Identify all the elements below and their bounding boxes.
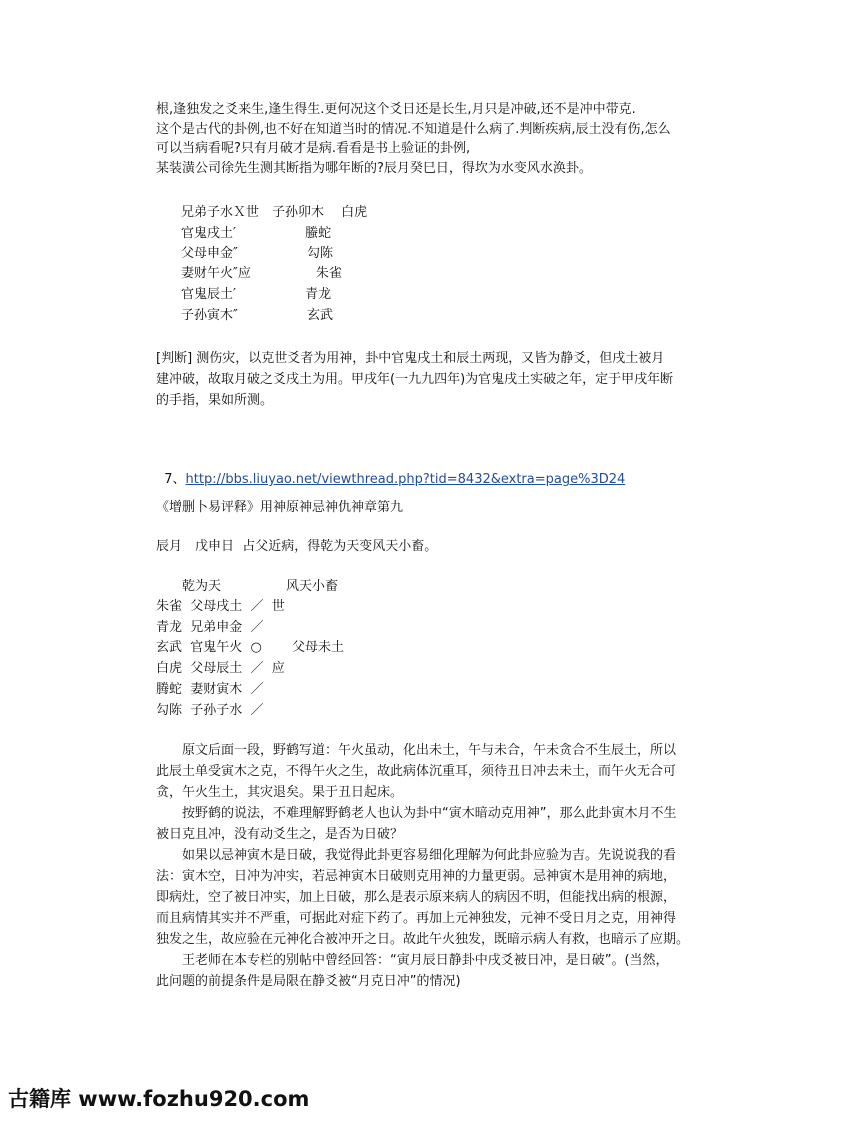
text-line: 的手指，果如所测。 — [156, 393, 274, 408]
section-heading — [156, 453, 625, 489]
text-line: 可以当病看呢?只有月破才是病.看看是书上验证的卦例, — [156, 141, 471, 156]
text-line: 贪，午火生土，其灾退矣。果于丑日起床。 — [156, 785, 404, 800]
text-line: 被日克且冲，没有动爻生之，是否为日破？ — [156, 827, 404, 842]
book-title: 《增删卜易评释》用神原神忌神仇神章第九 — [156, 500, 404, 515]
text-line: 法：寅木空，日冲为冲实，若忌神寅木日破则克用神的力量更弱。忌神寅木是用神的病地， — [156, 869, 677, 884]
hexagram-line: 玄武 官鬼午火 ○ 父母未土 — [156, 640, 345, 655]
text-line: 此问题的前提条件是局限在静爻被“月克日冲”的情况) — [156, 974, 461, 989]
case-line: 辰月 戊申日 占父近病，得乾为天变风天小畜。 — [156, 539, 438, 554]
hexagram-line: 妻财午火″应 朱雀 — [181, 266, 342, 281]
hexagram-line: 官鬼辰土′ 青龙 — [181, 287, 332, 302]
site-watermark: 古籍库 www.fozhu920.com — [8, 1087, 310, 1111]
hexagram-line: 白虎 父母辰土 ／ 应 — [156, 661, 285, 676]
text-line: 按野鹤的说法，不难理解野鹤老人也认为卦中“寅木暗动克用神”，那么此卦寅木月不生 — [156, 806, 677, 821]
hexagram-line: 官鬼戌土′ 螣蛇 — [181, 226, 332, 241]
hexagram-line: 父母申金″ 勾陈 — [181, 246, 333, 261]
section-number: 7、 — [164, 472, 186, 487]
hexagram-line: 朱雀 父母戌土 ／ 世 — [156, 599, 285, 614]
text-line: [判断] 测伤灾，以克世爻者为用神，卦中官鬼戌土和辰土两现，又皆为静爻，但戌土被月 — [156, 351, 665, 366]
text-line: 某装潢公司徐先生测其断指为哪年断的?辰月癸巳日，得坎为水变风水涣卦。 — [156, 161, 592, 176]
text-line: 即病灶，空了被日冲实，加上日破，那么是表示原来病人的病因不明，但能找出病的根源， — [156, 890, 677, 905]
hexagram-line: 兄弟子水Ｘ世 子孙卯木 白虎 — [181, 205, 368, 220]
text-line: 根,逢独发之爻来生,逢生得生.更何况这个爻日还是长生,月只是冲破,还不是冲中带克. — [156, 102, 636, 117]
text-line: 建冲破，故取月破之爻戌土为用。甲戌年(一九九四年)为官鬼戌土实破之年，定于甲戌年断 — [156, 372, 674, 387]
text-line: 独发之生，故应验在元神化合被冲开之日。故此午火独发，既暗示病人有救，也暗示了应期。 — [156, 932, 690, 947]
thread-link[interactable]: http://bbs.liuyao.net/viewthread.php?tid=8432&extra=page%3D24 — [185, 472, 626, 487]
text-line: 王老师在本专栏的别帖中曾经回答：“寅月辰日静卦中戌爻被日冲，是日破”。(当然， — [156, 953, 669, 968]
hexagram-line: 子孙寅木″ 玄武 — [181, 308, 333, 323]
hexagram-line: 腾蛇 妻财寅木 ／ — [156, 682, 264, 697]
text-line: 原文后面一段，野鹤写道：午火虽动，化出未土，午与未合，午未贪合不生辰土，所以 — [156, 743, 677, 758]
hexagram-line: 青龙 兄弟申金 ／ — [156, 620, 264, 635]
text-line: 这个是古代的卦例,也不好在知道当时的情况.不知道是什么病了.判断疾病,辰土没有伤,怎么 — [156, 122, 671, 137]
text-line: 如果以忌神寅木是日破，我觉得此卦更容易细化理解为何此卦应验为吉。先说说我的看 — [156, 848, 677, 863]
text-line: 此辰土单受寅木之克，不得午火之生，故此病体沉重耳，须待丑日冲去未土，而午火无合可 — [156, 764, 677, 779]
hexagram-line: 勾陈 子孙子水 ／ — [156, 703, 264, 718]
text-line: 而且病情其实并不严重，可据此对症下药了。再加上元神独发，元神不受日月之克，用神得 — [156, 911, 677, 926]
hexagram-header: 乾为天 风天小畜 — [156, 579, 339, 594]
